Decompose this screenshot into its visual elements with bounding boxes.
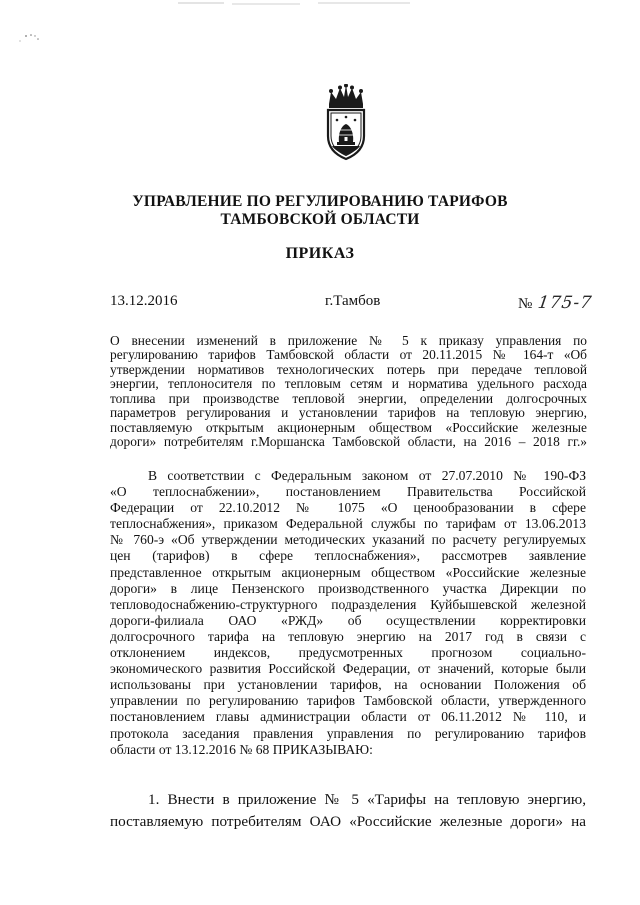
preamble-line: использованы при установлении тарифов, на основании Положения об bbox=[110, 677, 586, 693]
item1-line: поставляемую потребителям ОАО «Российские железные дороги» на bbox=[110, 813, 586, 830]
preamble-line: области от 13.12.2016 № 68 ПРИКАЗЫВАЮ: bbox=[110, 741, 373, 757]
order-date: 13.12.2016 bbox=[110, 293, 178, 309]
organization-name-line-1: УПРАВЛЕНИЕ ПО РЕГУЛИРОВАНИЮ ТАРИФОВ bbox=[132, 193, 508, 210]
preamble-line: В соответствии с Федеральным законом от 27.07.2010 № 190-ФЗ bbox=[148, 468, 586, 483]
preamble-line: постановлением главы администрации области от 06.11.2012 № 110, и bbox=[110, 709, 586, 725]
subject-line: топлива при производстве тепловой энергии, определении долгосрочных bbox=[110, 390, 587, 406]
subject-line: дороги» потребителям г.Моршанска Тамбовской области, на 2016 – 2018 гг.» bbox=[110, 434, 587, 450]
preamble-line: № 760-э «Об утверждении методических указаний по расчету регулируемых bbox=[110, 532, 586, 548]
preamble-line: долгосрочного тарифа на тепловую энергию на 2017 год в связи с bbox=[110, 628, 586, 644]
preamble-line: тепловодоснабжению-структурного подразделения Куйбышевской железной bbox=[110, 596, 586, 612]
subject-line: О внесении изменений в приложение № 5 к приказу управления по bbox=[110, 333, 587, 348]
preamble-line: экономического развития Российской Федерации, от значений, которые были bbox=[110, 661, 586, 677]
preamble-line: дороги-филиала ОАО «РЖД» об осуществлении корректировки bbox=[110, 612, 586, 628]
preamble-line: дороги» в лице Пензенского производственного участка Дирекции по bbox=[110, 580, 586, 596]
scan-artifact-top-lines bbox=[0, 0, 640, 12]
order-subject bbox=[110, 334, 587, 450]
subject-line: поставляемую открытым акционерным обществом «Российские железные bbox=[110, 419, 587, 435]
preamble-line: протокола заседания правления управления по регулированию тарифов bbox=[110, 725, 586, 741]
document-type-title: ПРИКАЗ bbox=[285, 245, 355, 262]
scan-artifact-left-marks bbox=[12, 22, 52, 52]
subject-line: утверждении нормативов технологических потерь при передаче тепловой bbox=[110, 361, 587, 377]
order-city: г.Тамбов bbox=[325, 293, 381, 309]
order-number-handwritten: 175-7 bbox=[536, 293, 594, 313]
subject-line: энергии, теплоносителя по тепловым сетям и норматива удельного расхода bbox=[110, 376, 587, 392]
order-number bbox=[518, 293, 592, 313]
preamble-line: цен (тарифов) в сфере теплоснабжения», рассмотрев заявление bbox=[110, 548, 586, 564]
order-number-sign: № bbox=[518, 296, 533, 312]
preamble-line: отклонением индексов, предусмотренных прогнозом социально- bbox=[110, 645, 586, 661]
order-preamble bbox=[110, 468, 586, 758]
organization-name-line-2: ТАМБОВСКОЙ ОБЛАСТИ bbox=[220, 211, 420, 228]
tambov-coat-of-arms-icon bbox=[322, 84, 370, 162]
preamble-line: теплоснабжения», приказом Федеральной службы по тарифам от 13.06.2013 bbox=[110, 516, 586, 532]
subject-line: регулированию тарифов Тамбовской области от 20.11.2015 № 164-т «Об bbox=[110, 347, 587, 363]
order-item-1 bbox=[110, 789, 586, 833]
preamble-line: управлении по регулированию тарифов Тамбовской области, утвержденного bbox=[110, 693, 586, 709]
preamble-line: представленное открытым акционерным обществом «Российские железные bbox=[110, 564, 586, 580]
subject-line: параметров регулирования и установлении тарифов на тепловую энергию, bbox=[110, 405, 587, 421]
preamble-line: «О теплоснабжении», постановлением Правительства Российской bbox=[110, 484, 586, 500]
preamble-line: Федерации от 22.10.2012 № 1075 «О ценообразовании в сфере bbox=[110, 500, 586, 516]
item1-line: 1. Внести в приложение № 5 «Тарифы на тепловую энергию, bbox=[148, 791, 586, 808]
